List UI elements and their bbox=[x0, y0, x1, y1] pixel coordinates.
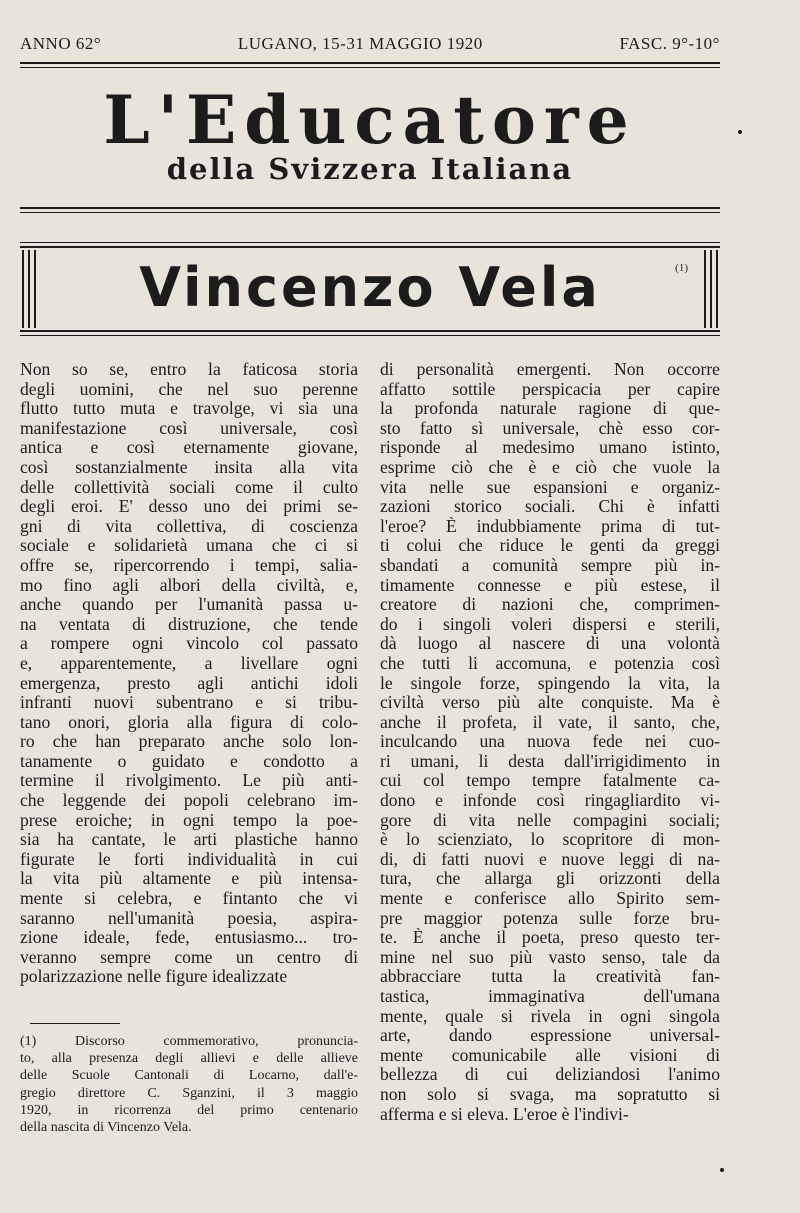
left-column-line: tanamente o guidato e condotto a bbox=[20, 751, 358, 771]
issue-date: LUGANO, 15-31 MAGGIO 1920 bbox=[237, 34, 483, 53]
left-column-line: mo fino agli albori della civiltà, e, bbox=[20, 575, 358, 595]
article-title: Vincenzo Vela bbox=[139, 256, 601, 319]
right-column-line: la profonda naturale ragione di que- bbox=[380, 399, 720, 419]
right-column-line: bellezza di cui deliziandosi l'animo bbox=[380, 1065, 720, 1085]
left-column-line: così sostanzialmente insita alla vita bbox=[20, 457, 358, 477]
masthead-rule bbox=[20, 207, 720, 209]
left-column-line: mente si celebra, e fintanto che vi bbox=[20, 889, 358, 909]
footnote-line: della nascita di Vincenzo Vela. bbox=[20, 1119, 192, 1135]
right-column-line: afferma e si eleva. L'eroe è l'indivi- bbox=[380, 1104, 629, 1124]
left-column-line: gni di vita collettiva, di coscienza bbox=[20, 516, 358, 536]
right-column-line: è lo scienziato, lo scopritore di mon- bbox=[380, 830, 720, 850]
right-column-line: zazioni storico sociali. Chi è infatti bbox=[380, 497, 720, 517]
title-rule-bottom bbox=[20, 335, 720, 336]
left-column-line: degli eroi. E' desso uno dei primi se- bbox=[20, 497, 358, 517]
right-column-line: abbracciare tutta la creatività fan- bbox=[380, 967, 720, 987]
article-title-box bbox=[20, 250, 720, 328]
masthead-subtitle: della Svizzera Italiana bbox=[166, 152, 574, 186]
left-column-line: polarizzazione nelle figure idealizzate bbox=[20, 967, 288, 987]
right-column-line: risponde al medesimo umano istinto, bbox=[380, 438, 720, 458]
issue-header bbox=[20, 34, 720, 54]
footnote-marker: (1) bbox=[675, 262, 688, 274]
left-column-line: anche quando per l'umanità passa u- bbox=[20, 595, 358, 615]
header-rule-thin bbox=[20, 67, 720, 68]
left-column bbox=[20, 360, 358, 987]
right-column-line: ri umani, li desta dall'irrigidimento in bbox=[380, 751, 720, 771]
right-column-line: mente e conferisce allo Spirito sem- bbox=[380, 889, 720, 909]
left-column-line: offre se, ripercorrendo i tempi, salia- bbox=[20, 555, 358, 575]
left-column-line: termine il rivolgimento. Le più anti- bbox=[20, 771, 358, 791]
left-column-line: degli uomini, che nel suo perenne bbox=[20, 379, 358, 399]
left-column-line: Non so se, entro la faticosa storia bbox=[20, 360, 358, 379]
right-column-line: mente, quale si rivela in ogni singola bbox=[380, 1006, 720, 1026]
right-column-line: che tutti li accomuna, e potenzia così bbox=[380, 653, 720, 673]
left-column-line: e, apparentemente, a livellare ogni bbox=[20, 653, 358, 673]
title-rule-bottom-thick bbox=[20, 330, 720, 332]
left-column-line: emergenza, presto agli antichi idoli bbox=[20, 673, 358, 693]
right-column-line: esprime ciò che è e ciò che vuole la bbox=[380, 457, 720, 477]
right-column-line: inculcando una nuova fede nei cuo- bbox=[380, 732, 720, 752]
right-column-line: anche il profeta, il vate, il santo, che, bbox=[380, 712, 720, 732]
print-speck bbox=[720, 1168, 724, 1172]
left-column-line: zione ideale, fede, entusiasmo... tro- bbox=[20, 928, 358, 948]
print-speck bbox=[738, 130, 742, 134]
title-rule-top bbox=[20, 242, 720, 243]
left-column-line: delle collettività sociali come il culto bbox=[20, 477, 358, 497]
left-column-line: antica e così eternamente giovane, bbox=[20, 438, 358, 458]
right-column-line: non solo si svaga, ma sopratutto si bbox=[380, 1084, 720, 1104]
left-column-line: sia ha cantate, le arti plastiche hanno bbox=[20, 830, 358, 850]
left-column-line: la vita più altamente e più intensa- bbox=[20, 869, 358, 889]
right-column-line: cui col tempo tempre fatalmente ca- bbox=[380, 771, 720, 791]
right-column-line: vita nelle sue espansioni e organiz- bbox=[380, 477, 720, 497]
left-column-line: veranno sempre come un centro di bbox=[20, 947, 358, 967]
issue-year: ANNO 62° bbox=[20, 34, 102, 53]
right-column-line: mente comunicabile alle visioni di bbox=[380, 1045, 720, 1065]
right-column-line: civiltà verso più alte conquiste. Ma è bbox=[380, 693, 720, 713]
left-column-line: sociale e solidarietà umana che ci si bbox=[20, 536, 358, 556]
right-column-line: tura, che allarga gli orizzonti della bbox=[380, 869, 720, 889]
footnote bbox=[20, 1033, 358, 1136]
right-column-line: arte, dando espressione universal- bbox=[380, 1026, 720, 1046]
footnote-line: gregio direttore C. Sganzini, il 3 maggio bbox=[20, 1085, 358, 1101]
right-column-line: ti colui che riduce le genti da greggi bbox=[380, 536, 720, 556]
left-column-line: figurate le forti individualità in cui bbox=[20, 849, 358, 869]
right-column-line: timamente connesse e più estese, il bbox=[380, 575, 720, 595]
footnote-line: to, alla presenza degli allievi e delle allieve bbox=[20, 1051, 358, 1067]
right-column-line: tastica, immaginativa dell'umana bbox=[380, 987, 720, 1006]
left-column-line: flutto tutto muta e travolge, vi sia una bbox=[20, 399, 358, 419]
left-column-line: manifestazione così universale, così bbox=[20, 418, 358, 438]
right-column-line: do i singoli voleri dispersi e sterili, bbox=[380, 614, 720, 634]
footnote-line: (1) Discorso commemorativo, pronuncia- bbox=[20, 1034, 358, 1049]
right-column-line: mine nel suo più vasto senso, tale da bbox=[380, 947, 720, 967]
issue-fascicle: FASC. 9°-10° bbox=[619, 34, 720, 53]
left-column-line: infranti nuovi subentrano e si tribu- bbox=[20, 693, 358, 713]
right-column-line: creatore di nazioni che, comprimen- bbox=[380, 595, 720, 615]
right-column-line: sto fatto sì universale, chè esso cor- bbox=[380, 418, 720, 438]
right-column-line: di personalità emergenti. Non occorre bbox=[380, 360, 720, 379]
right-column-line: l'eroe? È indubbiamente prima di tut- bbox=[380, 516, 720, 536]
right-column-line: gore di vita nelle compagini sociali; bbox=[380, 810, 720, 830]
right-column-line: affatto sottile perspicacia per capire bbox=[380, 379, 720, 399]
footnote-line: delle Scuole Cantonali di Locarno, dall'e- bbox=[20, 1068, 358, 1084]
left-column-line: che leggende dei popoli celebrano im- bbox=[20, 791, 358, 811]
left-column-line: ro che han preparato anche solo lon- bbox=[20, 732, 358, 752]
right-column-line: dà luogo al nascere di una volontà bbox=[380, 634, 720, 654]
right-column-line: dono e infonde così ringagliardito vi- bbox=[380, 791, 720, 811]
right-column-line: le singole forze, spingendo la vita, la bbox=[380, 673, 720, 693]
title-rule-top-thick bbox=[20, 246, 720, 248]
left-column-line: na ventata di distruzione, che tende bbox=[20, 614, 358, 634]
left-column-line: saranno nell'umanità poesia, aspira- bbox=[20, 908, 358, 928]
right-column bbox=[380, 360, 720, 1124]
right-column-line: di, di fatti nuovi e nuove leggi di na- bbox=[380, 849, 720, 869]
masthead-rule-thin bbox=[20, 212, 720, 213]
left-column-line: prese eroiche; in ogni tempo la poe- bbox=[20, 810, 358, 830]
masthead-title: L'Educatore bbox=[103, 81, 637, 159]
footnote-rule bbox=[30, 1023, 120, 1024]
left-column-line: a rompere ogni vincolo col passato bbox=[20, 634, 358, 654]
left-column-line: tano onori, gloria alla figura di colo- bbox=[20, 712, 358, 732]
footnote-line: 1920, in ricorrenza del primo centenario bbox=[20, 1102, 358, 1118]
header-rule bbox=[20, 62, 720, 64]
right-column-line: sbandati a comunità sempre più in- bbox=[380, 555, 720, 575]
right-column-line: pre maggior potenza sulle forze bru- bbox=[380, 908, 720, 928]
right-column-line: te. È anche il poeta, preso questo ter- bbox=[380, 928, 720, 948]
